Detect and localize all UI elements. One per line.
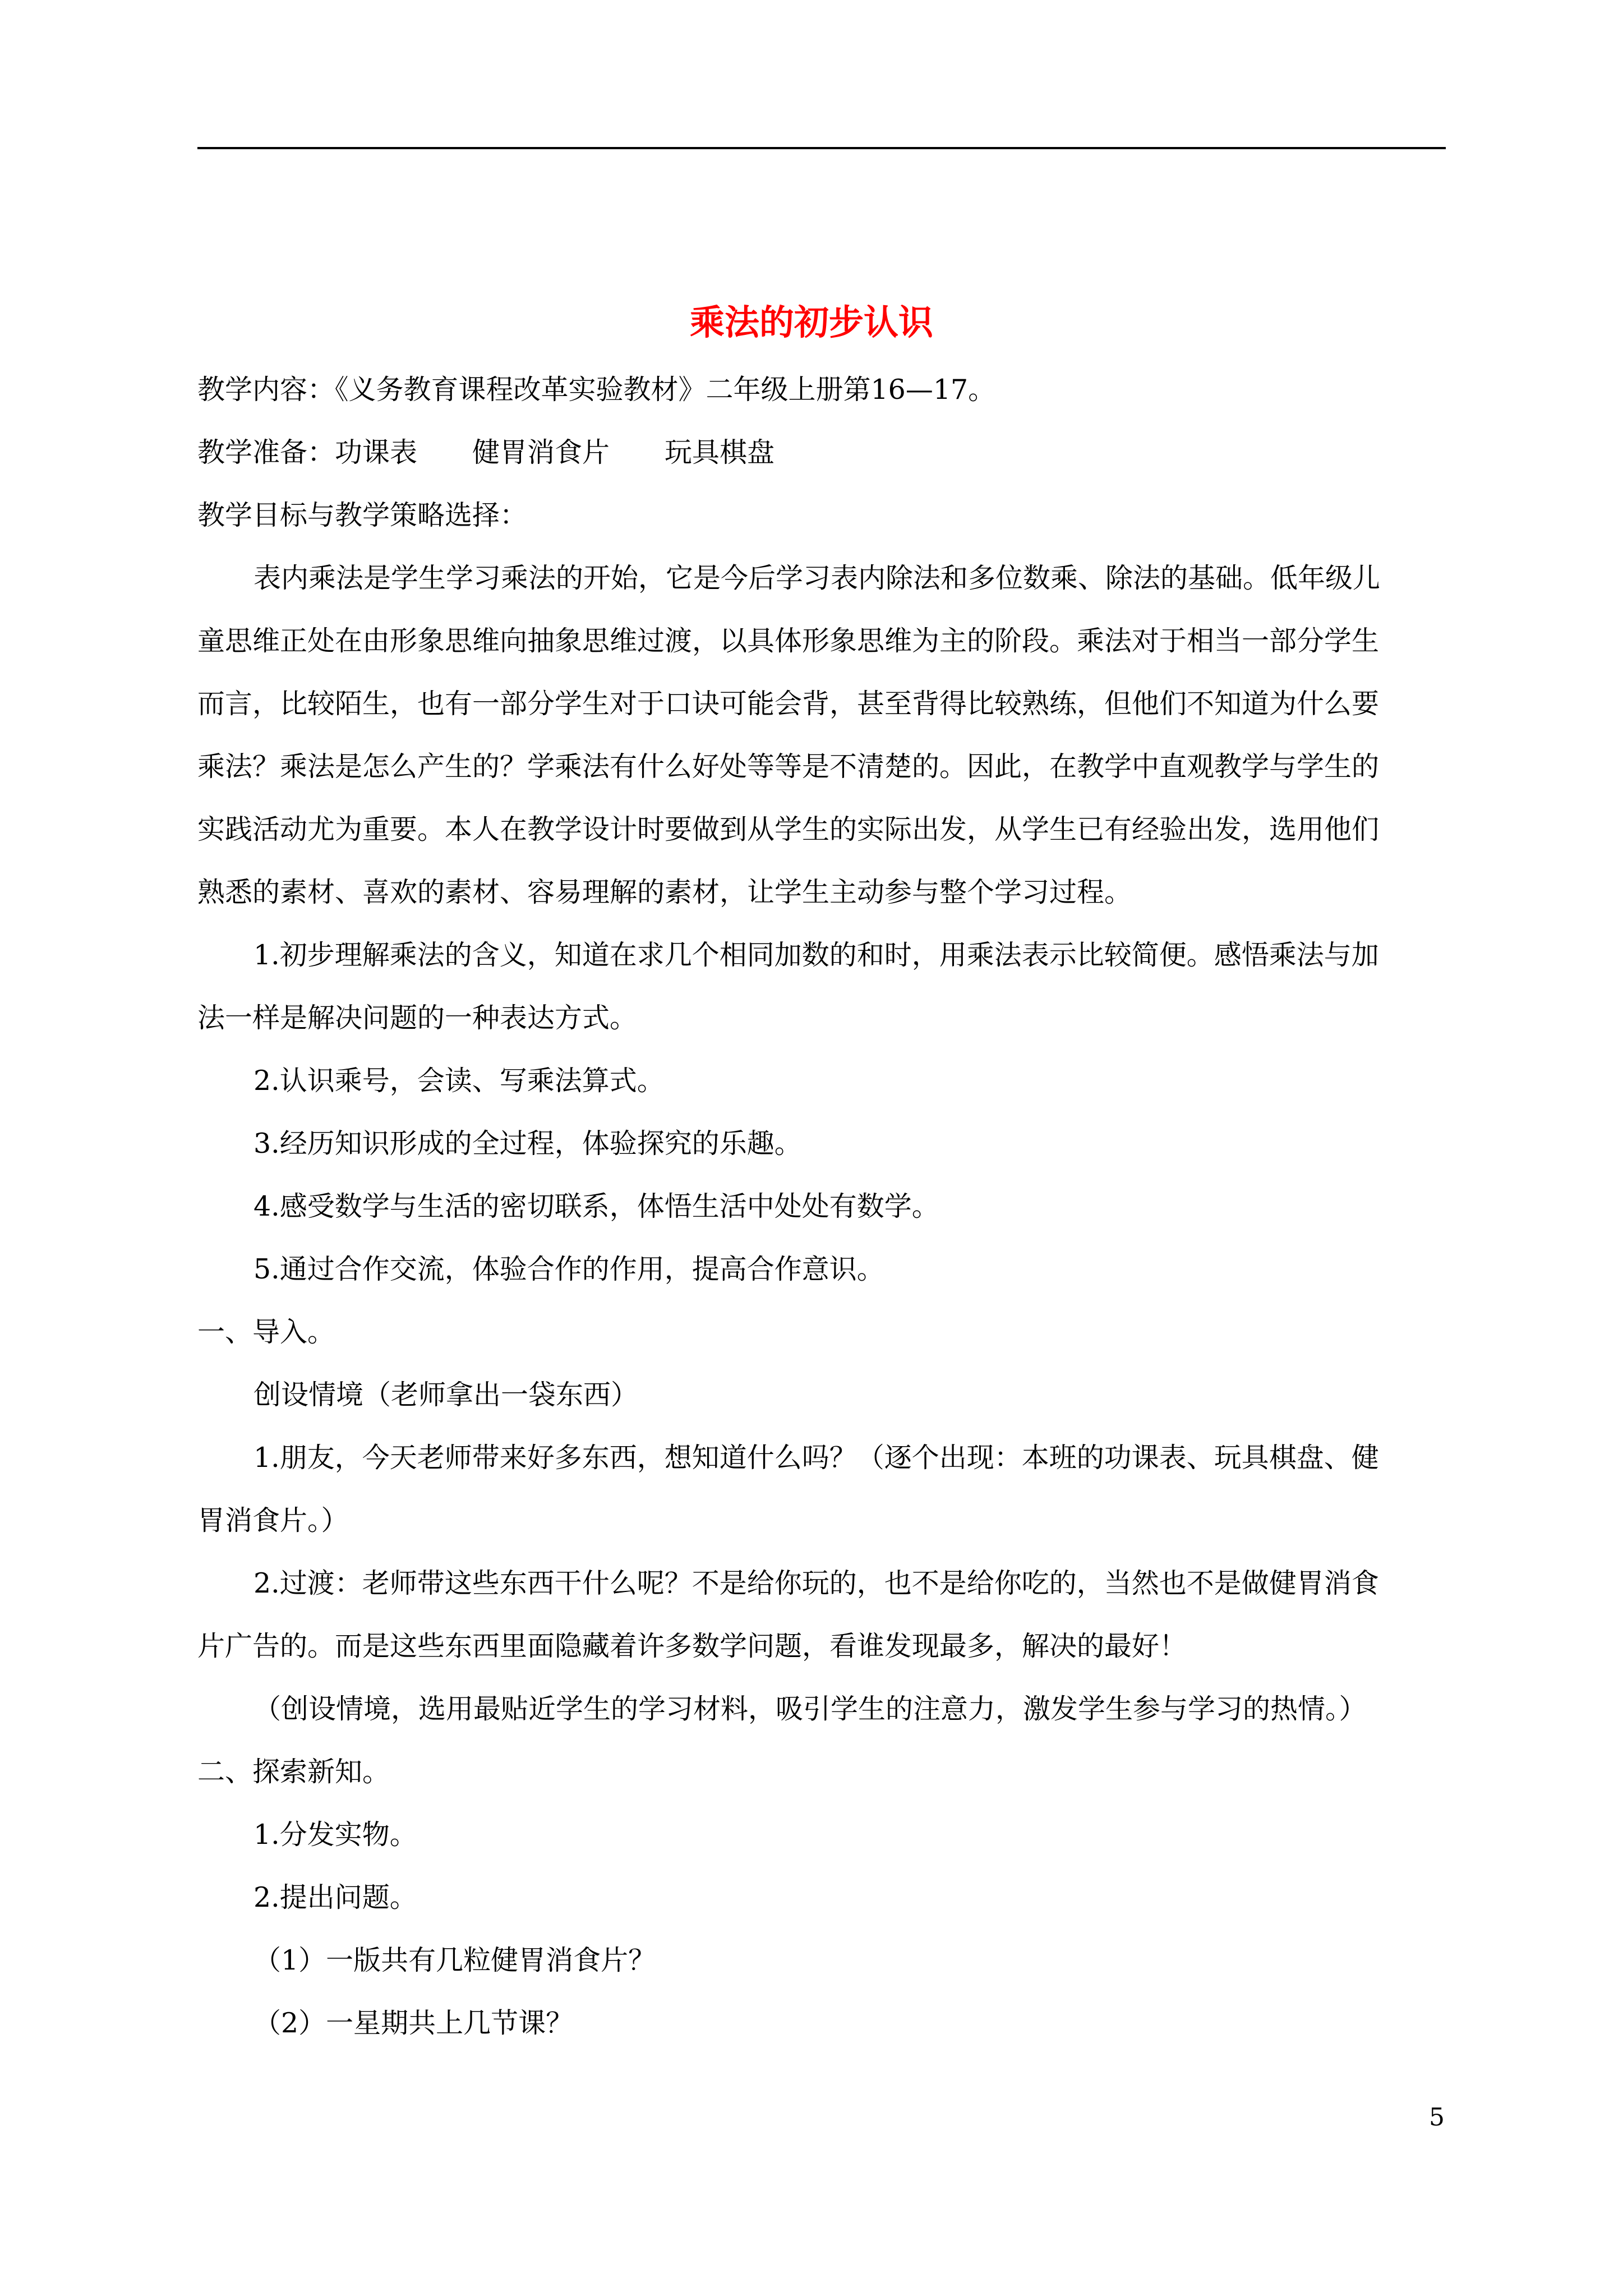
text-line: 而言，比较陌生，也有一部分学生对于口诀可能会背，甚至背得比较熟练，但他们不知道为什么要 xyxy=(197,688,1380,720)
text-line: 实践活动尤为重要。本人在教学设计时要做到从学生的实际出发，从学生已有经验出发，选用他们 xyxy=(197,813,1380,845)
text-line: 童思维正处在由形象思维向抽象思维过渡，以具体形象思维为主的阶段。乘法对于相当一部分学生 xyxy=(197,625,1380,657)
question-item-2: （2）一星期共上几节课？ xyxy=(253,2007,574,2039)
document-title: 乘法的初步认识 xyxy=(689,302,933,343)
text-line: 乘法？乘法是怎么产生的？学乘法有什么好处等等是不清楚的。因此，在教学中直观教学与学生的 xyxy=(197,751,1380,783)
section-heading-explore: 二、探索新知。 xyxy=(197,1756,390,1788)
objective-item-3: 3.经历知识形成的全过程，体验探究的乐趣。 xyxy=(253,1128,802,1159)
objective-item-4: 4.感受数学与生活的密切联系，体悟生活中处处有数学。 xyxy=(253,1190,939,1222)
text-line-objectives-heading: 教学目标与教学策略选择： xyxy=(197,499,528,531)
objective-item-5: 5.通过合作交流，体验合作的作用，提高合作意识。 xyxy=(253,1253,884,1285)
page-number: 5 xyxy=(1429,2103,1445,2132)
question-item-1: （1）一版共有几粒健胃消食片？ xyxy=(253,1944,656,1976)
objective-item-2: 2.认识乘号，会读、写乘法算式。 xyxy=(253,1065,665,1097)
text-line: 1.分发实物。 xyxy=(253,1819,417,1851)
text-line: 胃消食片。） xyxy=(197,1504,349,1536)
text-line: 片广告的。而是这些东西里面隐藏着许多数学问题，看谁发现最多，解决的最好！ xyxy=(197,1630,1187,1662)
header-rule xyxy=(197,147,1446,149)
text-line: 法一样是解决问题的一种表达方式。 xyxy=(197,1002,638,1034)
text-line-teaching-preparation: 教学准备：功课表 健胃消食片 玩具棋盘 xyxy=(197,436,775,468)
text-line-teaching-content: 教学内容：《义务教育课程改革实验教材》二年级上册第16—17。 xyxy=(197,374,996,406)
text-line: 2.提出问题。 xyxy=(253,1881,417,1913)
text-line: 熟悉的素材、喜欢的素材、容易理解的素材，让学生主动参与整个学习过程。 xyxy=(197,876,1132,908)
text-line: 1.朋友，今天老师带来好多东西，想知道什么吗？（逐个出现：本班的功课表、玩具棋盘、健 xyxy=(253,1442,1379,1474)
text-line: （创设情境，选用最贴近学生的学习材料，吸引学生的注意力，激发学生参与学习的热情。） xyxy=(253,1693,1367,1725)
section-heading-intro: 一、导入。 xyxy=(197,1316,335,1348)
text-line: 2.过渡：老师带这些东西干什么呢？不是给你玩的，也不是给你吃的，当然也不是做健胃消食 xyxy=(253,1567,1379,1599)
text-line: 创设情境（老师拿出一袋东西） xyxy=(253,1379,639,1411)
text-line: 表内乘法是学生学习乘法的开始，它是今后学习表内除法和多位数乘、除法的基础。低年级儿 xyxy=(253,562,1381,594)
objective-item-1: 1.初步理解乘法的含义，知道在求几个相同加数的和时，用乘法表示比较简便。感悟乘法与加 xyxy=(253,939,1379,971)
